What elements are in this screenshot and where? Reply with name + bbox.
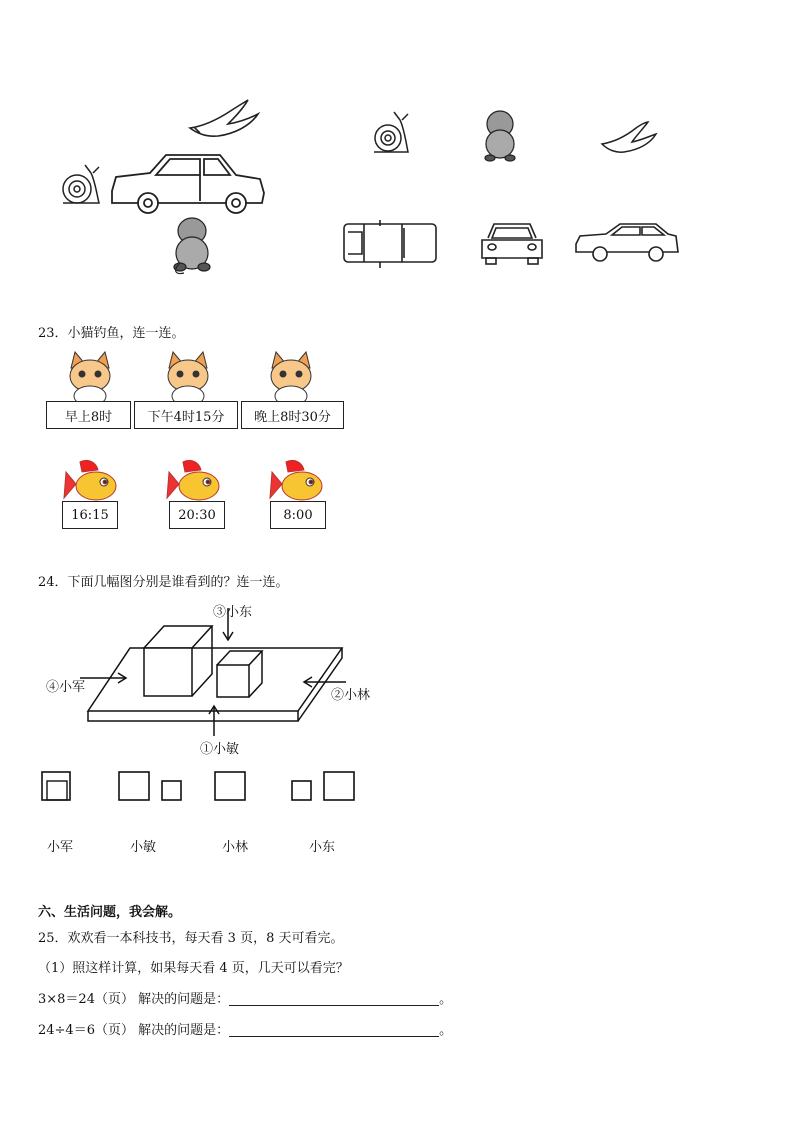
monkey-back-icon	[174, 218, 210, 274]
scene-views-right	[340, 110, 700, 300]
equation-row-1	[38, 988, 452, 1007]
swallow-icon	[190, 100, 258, 136]
cat-icon	[266, 350, 316, 402]
swallow-icon	[602, 122, 656, 152]
question-25-sub1: （1）照这样计算，如果每天看 4 页，几天可以看完？	[38, 961, 349, 976]
fish-time-label-3[interactable]: 8:00	[270, 501, 326, 529]
cat-icon	[65, 350, 115, 402]
view-option-1[interactable]	[40, 770, 74, 804]
fish-time-label-2[interactable]: 20:30	[169, 501, 225, 529]
view-option-3[interactable]	[213, 770, 249, 804]
person-name-3: 小林	[222, 840, 249, 855]
car-side-icon	[112, 155, 264, 213]
fish-icon	[62, 458, 118, 504]
question-25-text: 25．欢欢看一本科技书，每天看 3 页，8 天可看完。	[38, 931, 344, 946]
fish-icon	[165, 458, 221, 504]
snail-icon	[63, 165, 99, 203]
monkey-icon	[485, 111, 515, 161]
view-option-4[interactable]	[290, 770, 360, 804]
car-top-icon	[344, 220, 436, 268]
view-option-2[interactable]	[117, 770, 187, 804]
cat-time-label-2[interactable]: 下午4时15分	[134, 401, 238, 429]
answer-blank-2[interactable]	[229, 1022, 439, 1037]
view-label-left: ④小军	[46, 680, 86, 695]
scene-illustration-left	[50, 95, 310, 285]
equation-row-2	[38, 1019, 452, 1038]
car-front-icon	[482, 224, 542, 264]
person-name-1: 小军	[47, 840, 74, 855]
period-2: 。	[439, 1023, 453, 1038]
cat-icon	[163, 350, 213, 402]
question-24-title: 24．下面几幅图分别是谁看到的？连一连。	[38, 575, 289, 590]
cat-time-label-1[interactable]: 早上8时	[46, 401, 131, 429]
cat-time-label-3[interactable]: 晚上8时30分	[241, 401, 344, 429]
view-label-bottom: ①小敏	[200, 742, 240, 757]
view-label-top: ③小东	[213, 605, 253, 620]
person-name-4: 小东	[309, 840, 336, 855]
equation-1-text: 3×8＝24（页） 解决的问题是：	[38, 992, 230, 1007]
car-side-icon	[576, 224, 678, 261]
equation-2-text: 24÷4＝6（页） 解决的问题是：	[38, 1023, 230, 1038]
fish-time-label-1[interactable]: 16:15	[62, 501, 118, 529]
question-23-title: 23．小猫钓鱼，连一连。	[38, 326, 185, 341]
cube-table-diagram	[40, 598, 400, 748]
fish-icon	[268, 458, 324, 504]
snail-icon	[374, 112, 408, 152]
person-name-2: 小敏	[130, 840, 157, 855]
view-label-right: ②小林	[331, 688, 371, 703]
section-heading: 六、生活问题，我会解。	[38, 905, 182, 920]
period-1: 。	[439, 992, 453, 1007]
answer-blank-1[interactable]	[229, 991, 439, 1006]
